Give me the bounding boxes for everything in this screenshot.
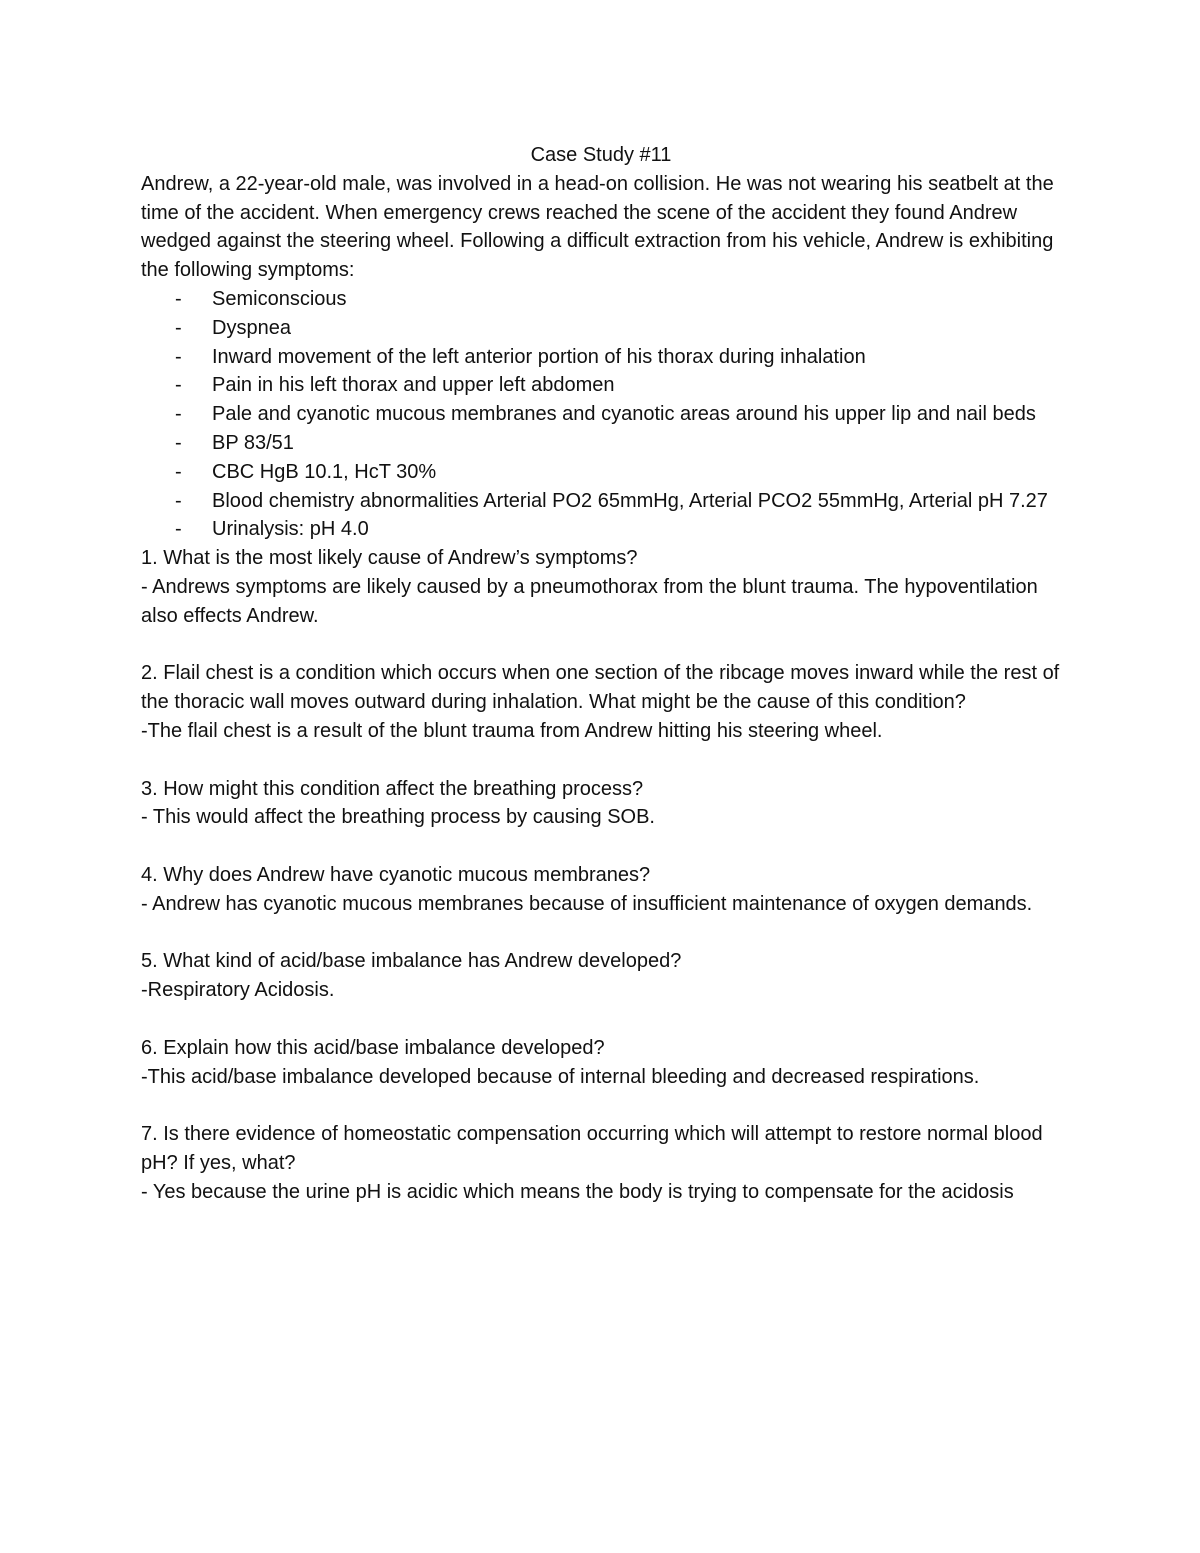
question-block-1 <box>141 544 1061 630</box>
list-item <box>141 314 1061 343</box>
symptoms-list <box>141 285 1061 544</box>
list-item <box>141 487 1061 516</box>
case-intro-paragraph: Andrew, a 22-year-old male, was involved in a head-on collision. He was not wearing his seatbelt at the time of the accident. When emergency crews reached the scene of the accident they found Andrew wedged against the steering wheel. Following a difficult extraction from his vehicle, Andrew is exhibiting the following symptoms: <box>141 172 1054 282</box>
question-text: 6. Explain how this acid/base imbalance developed? <box>141 1036 605 1059</box>
bullet-dash: - <box>175 431 182 454</box>
symptom-text: Semiconscious <box>212 287 347 310</box>
document-title: Case Study #11 <box>530 144 672 166</box>
question-block-3 <box>141 775 1061 833</box>
bullet-dash: - <box>175 316 182 339</box>
list-item <box>141 400 1061 429</box>
bullet-dash: - <box>175 345 182 368</box>
symptom-text: Inward movement of the left anterior portion of his thorax during inhalation <box>212 345 866 368</box>
list-item <box>141 515 1061 544</box>
question-block-7 <box>141 1120 1061 1206</box>
question-text: 1. What is the most likely cause of Andrew’s symptoms? <box>141 547 638 570</box>
question-text: 5. What kind of acid/base imbalance has Andrew developed? <box>141 950 682 973</box>
answer-text: - Andrew has cyanotic mucous membranes because of insufficient maintenance of oxygen demands. <box>141 892 1033 915</box>
question-text: 3. How might this condition affect the breathing process? <box>141 777 644 800</box>
answer-text: -This acid/base imbalance developed because of internal bleeding and decreased respirations. <box>141 1065 980 1088</box>
bullet-dash: - <box>175 518 182 541</box>
answer-text: - Yes because the urine pH is acidic which means the body is trying to compensate for the acidosis <box>141 1180 1014 1203</box>
question-text: 7. Is there evidence of homeostatic compensation occurring which will attempt to restore normal blood pH? If yes, what? <box>141 1123 1043 1174</box>
bullet-dash: - <box>175 374 182 397</box>
symptom-text: Blood chemistry abnormalities Arterial PO2 65mmHg, Arterial PCO2 55mmHg, Arterial pH 7.27 <box>212 489 1048 512</box>
answer-text: - Andrews symptoms are likely caused by a pneumothorax from the blunt trauma. The hypoventilation also effects Andrew. <box>141 575 1038 627</box>
bullet-dash: - <box>175 403 182 426</box>
bullet-dash: - <box>175 460 182 483</box>
document-body <box>141 141 1061 1206</box>
answer-text: -The flail chest is a result of the blunt trauma from Andrew hitting his steering wheel. <box>141 719 883 742</box>
question-text: 2. Flail chest is a condition which occurs when one section of the ribcage moves inward while the rest of the thoracic wall moves outward during inhalation. What might be the cause of this condition? <box>141 662 1060 714</box>
list-item <box>141 458 1061 487</box>
question-text: 4. Why does Andrew have cyanotic mucous membranes? <box>141 863 651 886</box>
question-block-4 <box>141 861 1061 919</box>
list-item <box>141 285 1061 314</box>
bullet-dash: - <box>175 287 182 310</box>
symptom-text: Pain in his left thorax and upper left abdomen <box>212 374 615 397</box>
symptom-text: CBC HgB 10.1, HcT 30% <box>212 460 437 483</box>
question-block-6 <box>141 1034 1061 1092</box>
list-item <box>141 343 1061 372</box>
answer-text: -Respiratory Acidosis. <box>141 979 335 1002</box>
bullet-dash: - <box>175 489 182 512</box>
question-block-5 <box>141 947 1061 1005</box>
question-block-2 <box>141 659 1061 745</box>
answer-text: - This would affect the breathing process by causing SOB. <box>141 806 655 829</box>
list-item <box>141 429 1061 458</box>
symptom-text: Pale and cyanotic mucous membranes and cyanotic areas around his upper lip and nail beds <box>212 403 1036 426</box>
symptom-text: BP 83/51 <box>212 431 294 454</box>
list-item <box>141 371 1061 400</box>
symptom-text: Dyspnea <box>212 316 291 339</box>
symptom-text: Urinalysis: pH 4.0 <box>212 518 369 541</box>
